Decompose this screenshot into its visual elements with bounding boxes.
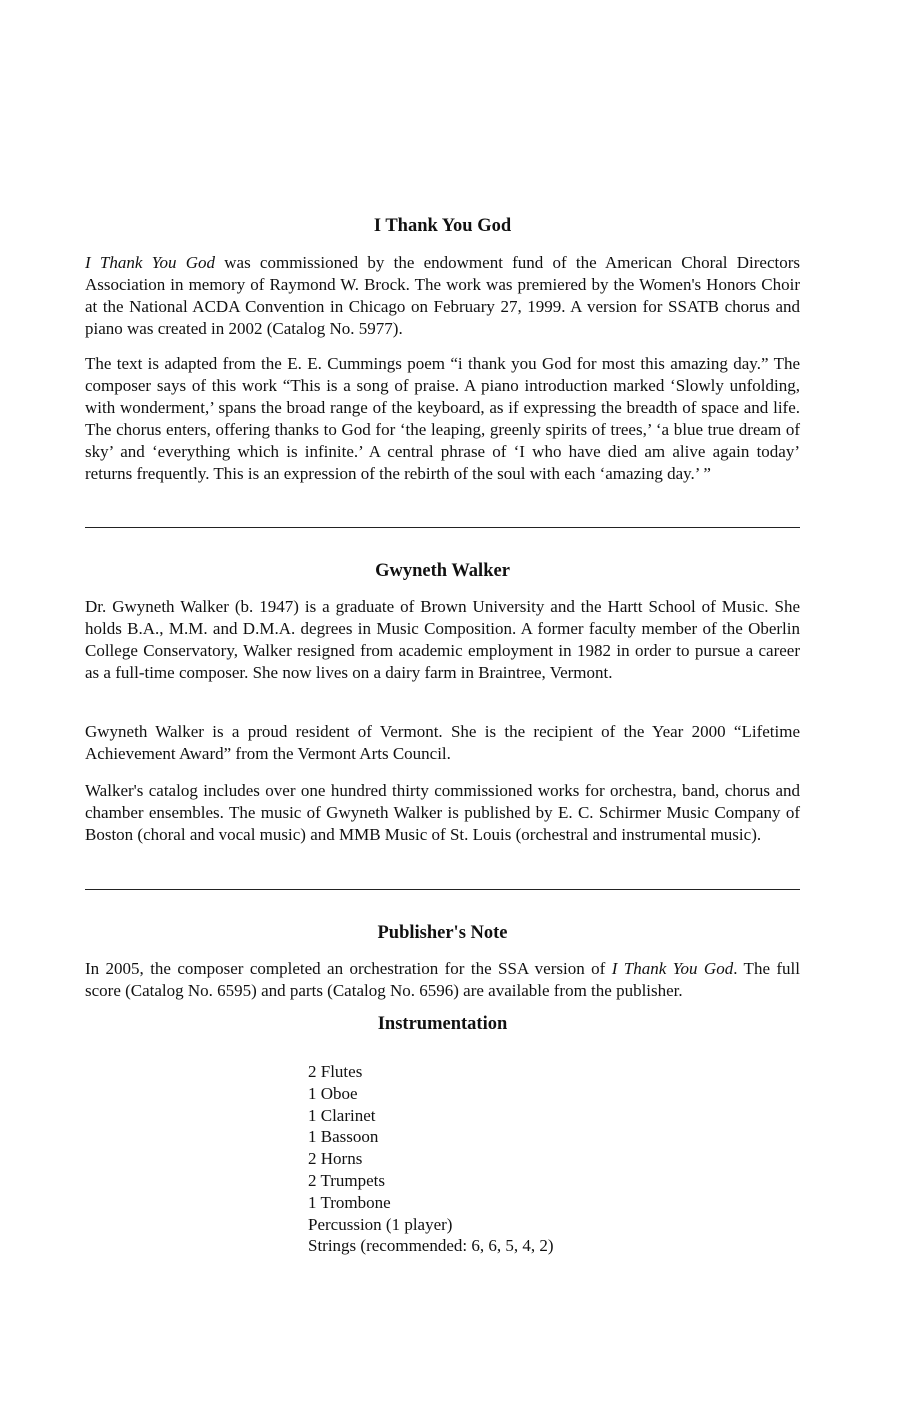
list-item: Percussion (1 player) [308,1214,453,1234]
work-description-paragraph [85,252,800,340]
work-title-italic: I Thank You God [611,959,734,978]
work-description-text: was commissioned by the endowment fund of the American Choral Directors Association in memory of Raymond W. Brock. The work was premiered by the Women's Honors Choir at the National ACDA Convention in Chicago on February 27, 1999. A version for SSATB chorus and piano was created in 2002 (Catalog No. 5977). [85,253,800,338]
instrumentation-title: Instrumentation [377,1014,508,1034]
list-item: Strings (recommended: 6, 6, 5, 4, 2) [308,1236,554,1256]
composer-award-paragraph: Gwyneth Walker is a proud resident of Vermont. She is the recipient of the Year 2000 “Lifetime Achievement Award” from the Vermont Arts Council. [85,722,800,763]
publishers-note-text-after: . The full score (Catalog No. 6595) and parts (Catalog No. 6596) are available from the publisher. [85,959,800,1000]
section-divider [85,889,800,890]
work-title-italic: I Thank You God [85,253,216,272]
section-title-composer: Gwyneth Walker [375,561,510,581]
composer-catalog-paragraph: Walker's catalog includes over one hundred thirty commissioned works for orchestra, band, chorus and chamber ensembles. The music of Gwyneth Walker is published by E. C. Schirmer Music Company of Boston (choral and vocal music) and MMB Music of St. Louis (orchestral and instrumental music). [85,781,800,844]
list-item: 2 Flutes [308,1062,363,1081]
publishers-note-paragraph [85,958,800,1002]
section-title-publishers-note: Publisher's Note [377,923,508,943]
publishers-note-text-before: In 2005, the composer completed an orchestration for the SSA version of [85,959,612,978]
list-item: 1 Clarinet [308,1105,376,1125]
section-title-i-thank-you-god: I Thank You God [373,216,512,236]
composer-bio-paragraph: Dr. Gwyneth Walker (b. 1947) is a graduate of Brown University and the Hartt School of Music. She holds B.A., M.M. and D.M.A. degrees in Music Composition. A former faculty member of the Oberlin College Conservatory, Walker resigned from academic employment in 1982 in order to pursue a career as a full-time composer. She now lives on a dairy farm in Braintree, Vermont. [85,597,800,682]
section-divider [85,527,800,528]
list-item: 2 Horns [308,1149,363,1169]
list-item: 1 Bassoon [308,1127,379,1147]
list-item: 1 Trombone [308,1192,391,1212]
text-source-paragraph: The text is adapted from the E. E. Cummings poem “i thank you God for most this amazing day.” The composer says of this work “This is a song of praise. A piano introduction marked ‘Slowly unfolding, with wonderment,’ spans the broad range of the keyboard, as if expressing the breadth of space and life. The chorus enters, offering thanks to God for ‘the leaping, greenly spirits of trees,’ ‘a blue true dream of sky’ and ‘everything which is infinite.’ A central phrase of ‘I who have died am alive again today’ returns frequently. This is an expression of the rebirth of the soul with each ‘amazing day.’ ” [85,354,800,483]
list-item: 1 Oboe [308,1083,358,1103]
instrumentation-list [308,1061,554,1257]
list-item: 2 Trumpets [308,1170,385,1190]
